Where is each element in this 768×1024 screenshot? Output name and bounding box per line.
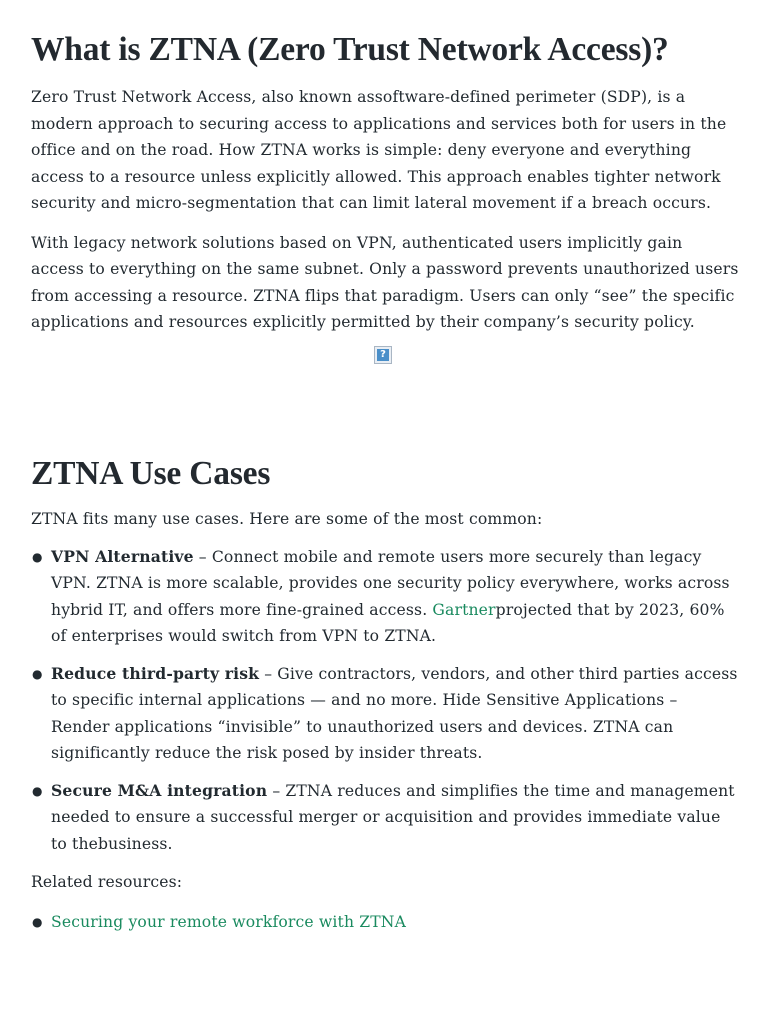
gartner-link[interactable]: Gartner <box>432 600 496 619</box>
list-item <box>31 661 740 767</box>
use-cases-list <box>31 544 740 858</box>
related-resources-label: Related resources: <box>31 873 183 891</box>
bullet-icon: ● <box>32 666 43 681</box>
vpn-comparison-paragraph: With legacy network solutions based on VPN, authenticated users implicitly gain access to everything on the same subnet. Only a password prevents unauthorized users from accessing a resource. ZTNA flips that paradigm. Users can only “see” the specific applications and resources explicitly permitted by their company’s security policy. <box>31 233 739 331</box>
bullet-icon: ● <box>32 783 43 798</box>
bullet-icon: ● <box>32 549 43 564</box>
bullet-icon: ● <box>32 914 43 929</box>
use-case-term: VPN Alternative <box>51 546 194 566</box>
image-glyph: ? <box>377 349 389 361</box>
use-cases-intro: ZTNA fits many use cases. Here are some of the most common: <box>31 510 543 528</box>
use-case-text: – Connect mobile and remote users more securely than legacy VPN. ZTNA is more scalable, provides one security policy everywhere, works across hybrid IT, and offers more fine-grained access. <box>51 547 730 619</box>
use-case-text-after: projected that by 2023, 60% of enterprises would switch from VPN to ZTNA. <box>51 600 725 645</box>
use-case-text: – ZTNA reduces and simplifies the time and management needed to ensure a successful merger or acquisition and provides immediate value to thebusiness. <box>51 781 735 853</box>
list-item <box>31 778 740 858</box>
use-case-term: Reduce third-party risk <box>51 663 260 683</box>
related-resources-list <box>31 909 740 936</box>
intro-paragraph: Zero Trust Network Access, also known assoftware-defined perimeter (SDP), is a modern approach to securing access to applications and services both for users in the office and on the road. How ZTNA works is simple: deny everyone and everything access to a resource unless explicitly allowed. This approach enables tighter network security and micro-segmentation that can limit lateral movement if a breach occurs. <box>31 88 727 212</box>
use-cases-title: ZTNA Use Cases <box>31 455 271 492</box>
use-case-text: – Give contractors, vendors, and other third parties access to specific internal applications — and no more. Hide Sensitive Applications – Render applications “invisible” to unauthorized users and devices. ZTNA can significantly reduce the risk posed by insider threats. <box>51 664 738 762</box>
page-title: What is ZTNA (Zero Trust Network Access)? <box>31 31 669 68</box>
list-item <box>31 544 740 650</box>
use-cases-section <box>31 454 740 935</box>
broken-image-icon <box>374 346 392 364</box>
list-item <box>31 909 740 936</box>
use-case-term: Secure M&A integration <box>51 780 268 800</box>
remote-workforce-link[interactable]: Securing your remote workforce with ZTNA <box>51 912 406 931</box>
